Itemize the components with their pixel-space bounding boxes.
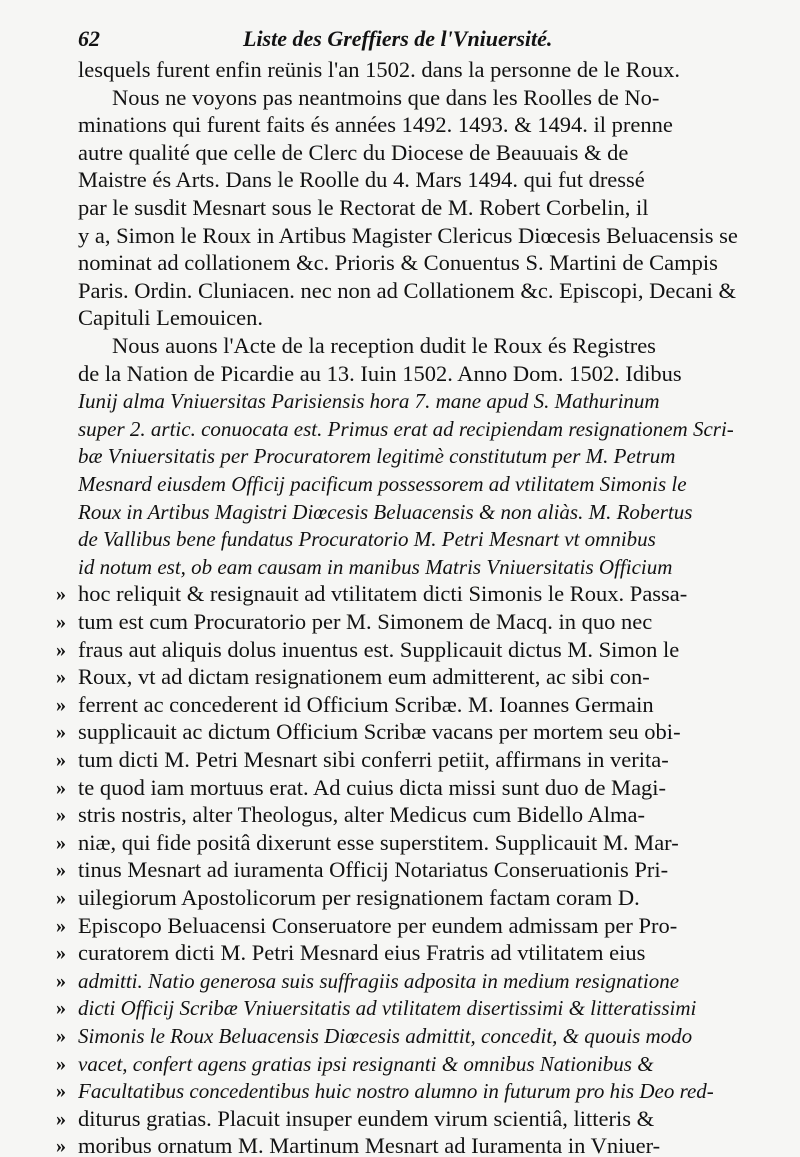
text-line: stris nostris, alter Theologus, alter Medicus cum Bidello Alma- [78,802,645,827]
quotation-marker: » [56,721,66,743]
text-line: fraus aut aliquis dolus inuentus est. Supplicauit dictus M. Simon le [78,637,680,662]
text-line: te quod iam mortuus erat. Ad cuius dicta missi sunt duo de Magi- [78,775,667,800]
text-line: Mesnard eiusdem Officij pacificum possessorem ad vtilitatem Simonis le [78,472,687,496]
text-line: dicti Officij Scribæ Vniuersitatis ad vtilitatem disertissimi & litteratissimi [78,996,697,1020]
text-line: Maistre és Arts. Dans le Roolle du 4. Mars 1494. qui fut dressé [78,167,645,192]
quotation-marker: » [56,1025,66,1047]
text-line: vacet, confert agens gratias ipsi resignanti & omnibus Nationibus & [78,1052,654,1076]
text-line: tum dicti M. Petri Mesnart sibi conferri petiit, affirmans in verita- [78,747,669,772]
text-line: Facultatibus concedentibus huic nostro alumno in futurum pro his Deo red- [78,1079,714,1103]
page-number: 62 [78,26,100,51]
quotation-marker: » [56,942,66,964]
quotation-marker: » [56,1135,66,1157]
quotation-marker: » [56,970,66,992]
text-line: de la Nation de Picardie au 13. Iuin 1502. Anno Dom. 1502. Idibus [78,361,682,386]
text-line: bæ Vniuersitatis per Procuratorem legitimè constitutum per M. Petrum [78,444,676,468]
text-line: admitti. Natio generosa suis suffragiis adposita in medium resignatione [78,969,680,993]
text-line: ferrent ac concederent id Officium Scribæ. M. Ioannes Germain [78,692,654,717]
quotation-marker: » [56,804,66,826]
quotation-marker: » [56,1108,66,1130]
text-line: tum est cum Procuratorio per M. Simonem de Macq. in quo nec [78,609,653,634]
quotation-marker: » [56,583,66,605]
text-line: diturus gratias. Placuit insuper eundem virum scientiâ, litteris & [78,1106,655,1131]
text-line: y a, Simon le Roux in Artibus Magister Clericus Diœcesis Beluacensis se [78,223,738,248]
text-line: lesquels furent enfin reünis l'an 1502. dans la personne de le Roux. [78,57,681,82]
quotation-marker: » [56,997,66,1019]
quotation-marker: » [56,1080,66,1102]
text-line: nominat ad collationem &c. Prioris & Conuentus S. Martini de Campis [78,250,718,275]
text-line: niæ, qui fide positâ dixerunt esse superstitem. Supplicauit M. Mar- [78,830,679,855]
quotation-marker: » [56,611,66,633]
quotation-marker: » [56,666,66,688]
text-line: par le susdit Mesnart sous le Rectorat de M. Robert Corbelin, il [78,195,649,220]
text-line: Roux in Artibus Magistri Diœcesis Beluacensis & non aliàs. M. Robertus [78,500,693,524]
text-line: de Vallibus bene fundatus Procuratorio M. Petri Mesnart vt omnibus [78,527,656,551]
quotation-marker: » [56,639,66,661]
quotation-marker: » [56,1053,66,1075]
text-line: Simonis le Roux Beluacensis Diœcesis admittit, concedit, & quouis modo [78,1024,693,1048]
text-line: id notum est, ob eam causam in manibus Matris Vniuersitatis Officium [78,555,673,579]
text-line: tinus Mesnart ad iuramenta Officij Notariatus Conseruationis Pri- [78,857,669,882]
text-line: Iunij alma Vniuersitas Parisiensis hora 7. mane apud S. Mathurinum [78,389,660,413]
text-line: minations qui furent faits és années 1492. 1493. & 1494. il prenne [78,112,673,137]
text-line: Capituli Lemouicen. [78,305,263,330]
text-line: supplicauit ac dictum Officium Scribæ vacans per mortem seu obi- [78,719,681,744]
text-line: hoc reliquit & resignauit ad vtilitatem dicti Simonis le Roux. Passa- [78,581,688,606]
quotation-marker: » [56,694,66,716]
text-line: uilegiorum Apostolicorum per resignationem factam coram D. [78,885,640,910]
text-line: Nous ne voyons pas neantmoins que dans les Roolles de No- [112,85,660,110]
text-line: super 2. artic. conuocata est. Primus erat ad recipiendam resignationem Scri- [78,417,734,441]
quotation-marker: » [56,859,66,881]
quotation-marker: » [56,887,66,909]
quotation-marker: » [56,749,66,771]
text-line: Roux, vt ad dictam resignationem eum admitterent, ac sibi con- [78,664,650,689]
text-line: Episcopo Beluacensi Conseruatore per eundem admissam per Pro- [78,913,678,938]
quotation-marker: » [56,915,66,937]
text-line: Nous auons l'Acte de la reception dudit le Roux és Registres [112,333,656,358]
quotation-marker: » [56,777,66,799]
text-line: Paris. Ordin. Cluniacen. nec non ad Collationem &c. Episcopi, Decani & [78,278,736,303]
text-line: curatorem dicti M. Petri Mesnard eius Fratris ad vtilitatem eius [78,940,646,965]
text-line: autre qualité que celle de Clerc du Diocese de Beauuais & de [78,140,629,165]
quotation-marker: » [56,832,66,854]
running-title: Liste des Greffiers de l'Vniuersité. [243,26,553,51]
text-line: moribus ornatum M. Martinum Mesnart ad Iuramenta in Vniuer- [78,1133,661,1157]
